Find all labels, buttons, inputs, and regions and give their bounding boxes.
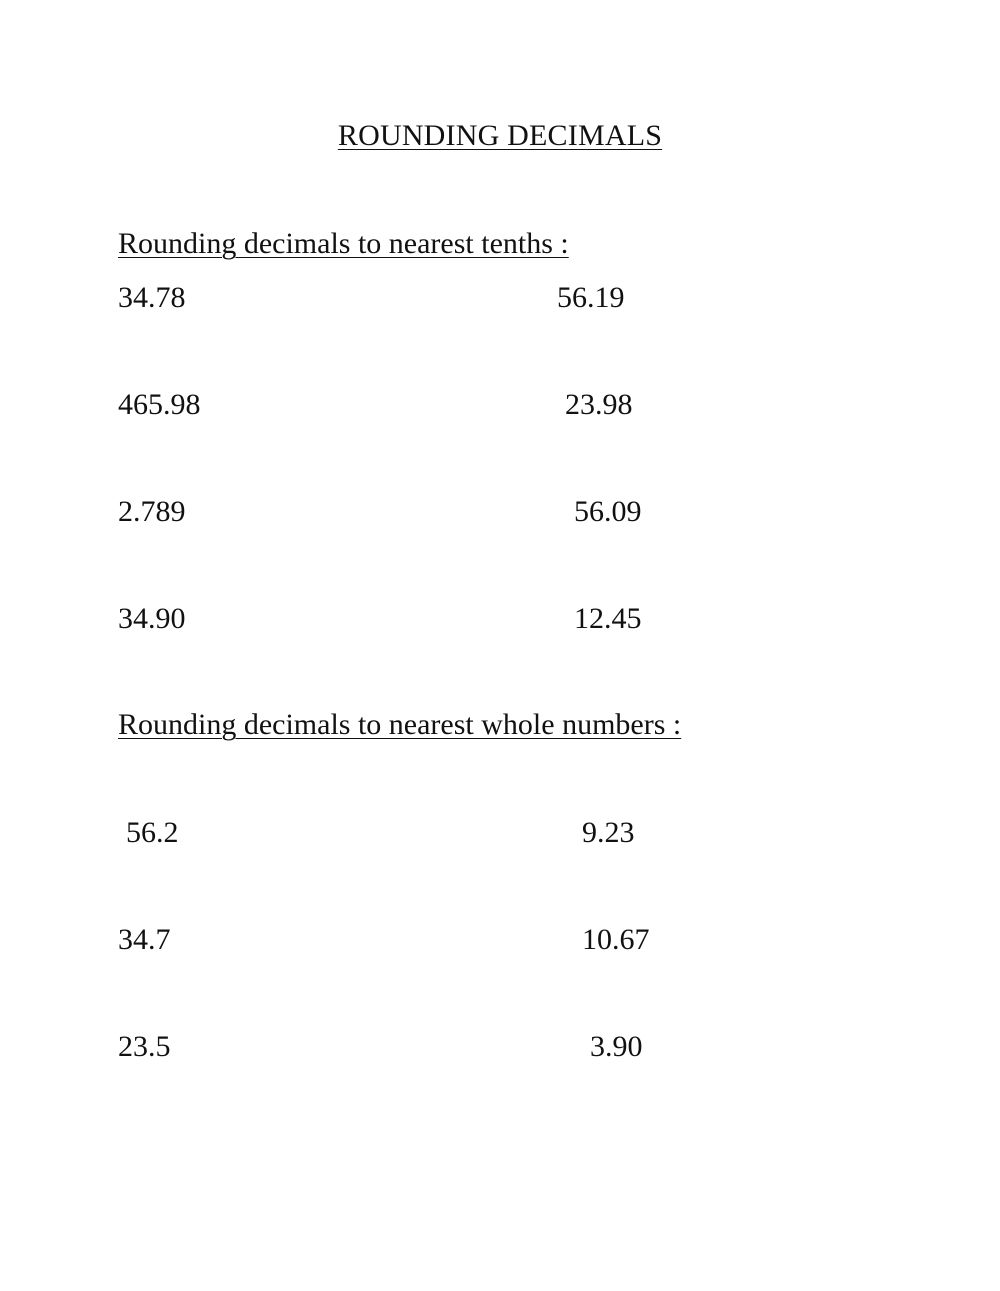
- problem-number: 10.67: [582, 923, 650, 956]
- problem-number: 23.98: [565, 388, 633, 421]
- problem-number: 56.19: [557, 281, 625, 314]
- problem-number: 34.7: [118, 923, 171, 956]
- problem-number: 3.90: [590, 1030, 643, 1063]
- section-heading-tenths: Rounding decimals to nearest tenths :: [118, 227, 569, 260]
- worksheet-title: ROUNDING DECIMALS: [337, 119, 663, 152]
- section-heading-whole-numbers: Rounding decimals to nearest whole numbers :: [118, 708, 682, 741]
- problem-number: 9.23: [582, 816, 635, 849]
- problem-number: 12.45: [574, 602, 642, 635]
- problem-number: 23.5: [118, 1030, 171, 1063]
- problem-number: 34.90: [118, 602, 186, 635]
- problem-number: 465.98: [118, 388, 201, 421]
- problem-number: 34.78: [118, 281, 186, 314]
- problem-number: 2.789: [118, 495, 186, 528]
- problem-number: 56.2: [126, 816, 179, 849]
- problem-number: 56.09: [574, 495, 642, 528]
